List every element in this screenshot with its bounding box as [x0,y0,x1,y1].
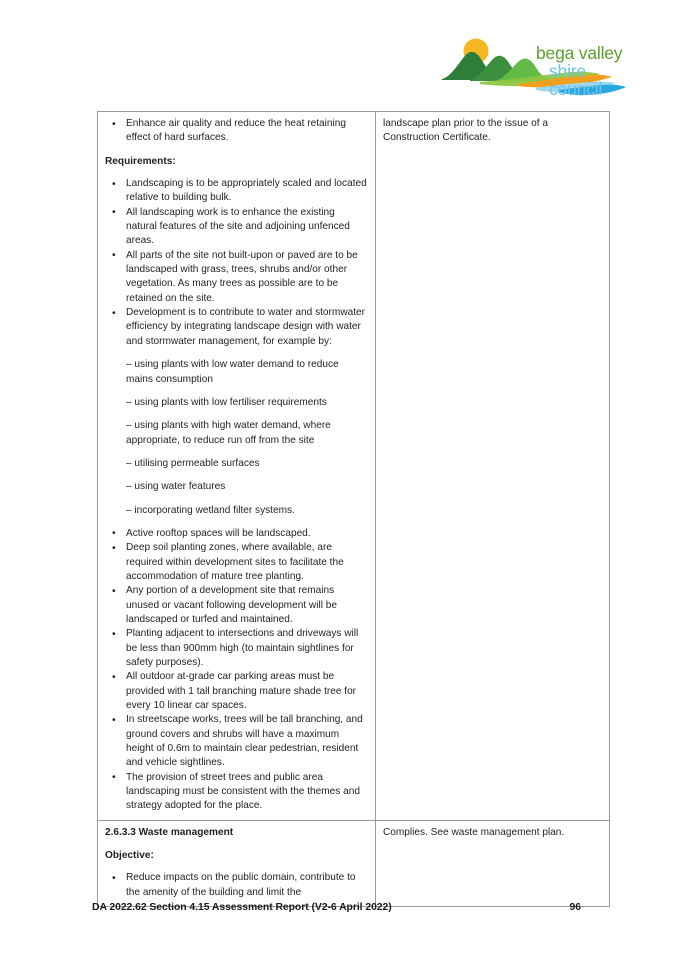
list-item: – utilising permeable surfaces [126,457,260,469]
assessment-table [97,111,610,907]
list-item: • All outdoor at-grade car parking areas must be provided with 1 tall branching mature shade tree for every 10 linear car spaces. [105,670,368,713]
list-item: • All parts of the site not built-upon or paved are to be landscaped with grass, trees, shrubs and/or other vegetation. As many trees as possible are to be retained on the site. [105,249,368,306]
footer-document-title: DA 2022.62 Section 4.15 Assessment Report (V2-6 April 2022) [92,902,392,913]
table-row [98,112,610,821]
list-item: • Deep soil planting zones, where available, are required within development sites to facilitate the accommodation of mature tree planting. [105,541,368,584]
landscaping-requirements-cell [98,112,376,821]
waste-management-cell [98,820,376,906]
list-item: – using plants with low water demand to reduce mains consumption [126,359,339,385]
requirements-bullet-list-part1 [105,177,368,349]
list-item: • Planting adjacent to intersections and driveways will be less than 900mm high (to maintain sightlines for safety purposes). [105,627,368,670]
landscaping-comment-cell [376,112,610,821]
list-item: • Any portion of a development site that remains unused or vacant following development will be landscaped or turfed and maintained. [105,584,368,627]
requirements-bullet-list-part2 [105,527,368,814]
list-item: • Enhance air quality and reduce the heat retaining effect of hard surfaces. [105,117,368,146]
comment-text: Complies. See waste management plan. [383,826,565,838]
logo-line-1: bega valley [536,43,623,63]
list-item: • All landscaping work is to enhance the existing natural features of the site and adjoining unfenced areas. [105,206,368,249]
list-item: – using plants with low fertiliser requirements [126,396,327,408]
logo-wordmark [536,45,635,99]
list-item: – incorporating wetland filter systems. [126,504,295,516]
comment-text: landscape plan prior to the issue of a Construction Certificate. [383,118,548,144]
requirements-heading: Requirements: [105,155,176,167]
list-item: • In streetscape works, trees will be tall branching, and ground covers and shrubs will have a maximum height of 0.6m to maintain clear pedestrian, resident and vehicle sightlines. [105,713,368,770]
list-item: • The provision of street trees and public area landscaping must be consistent with the themes and strategy adopted for the place. [105,771,368,814]
objective-heading: Objective: [105,850,154,862]
list-item: • Active rooftop spaces will be landscaped. [105,527,368,541]
dash-sub-list [105,358,368,518]
list-item: – using water features [126,481,226,493]
list-item: • Landscaping is to be appropriately scaled and located relative to building bulk. [105,177,368,206]
table-row [98,820,610,906]
footer-page-number: 96 [569,902,581,913]
logo-line-2: shire council [549,60,603,99]
list-item: – using plants with high water demand, where appropriate, to reduce run off from the site [126,420,331,446]
council-logo [440,33,635,103]
objective-bullet-list [105,871,368,900]
spacer [105,518,368,527]
list-item: • Reduce impacts on the public domain, contribute to the amenity of the building and limit the [105,871,368,900]
page-footer [92,902,581,913]
lead-bullet-list [105,117,368,146]
waste-comment-cell [376,820,610,906]
section-heading: 2.6.3.3 Waste management [105,826,234,838]
list-item: • Development is to contribute to water and stormwater efficiency by integrating landscape design with water and stormwater management, for example by: [105,306,368,349]
